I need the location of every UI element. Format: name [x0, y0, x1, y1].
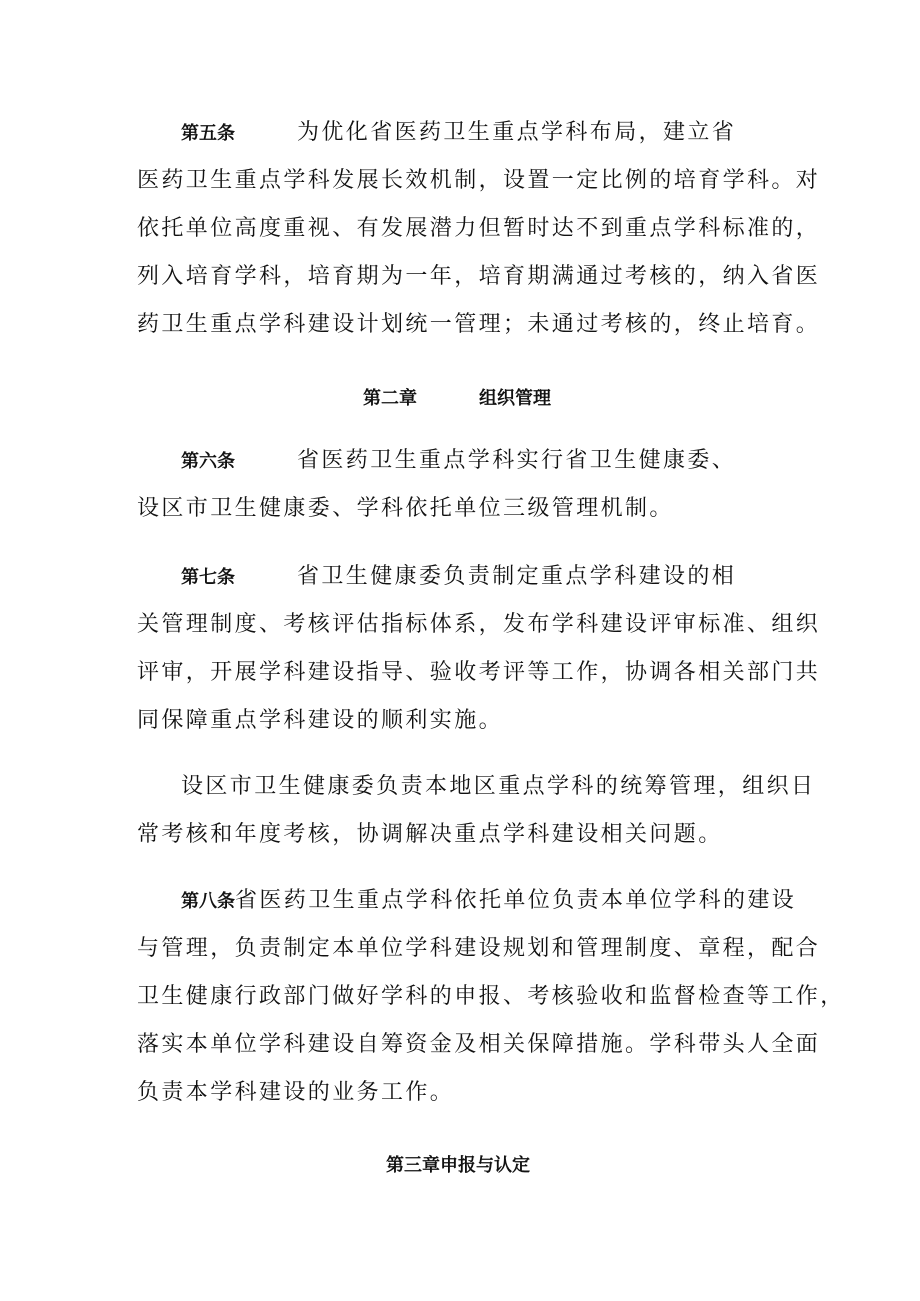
article-5-line-4: 列入培育学科，培育期为一年，培育期满通过考核的，纳入省医 — [137, 264, 821, 289]
article-6-line-2: 设区市卫生健康委、学科依托单位三级管理机制。 — [137, 496, 674, 521]
article-8-text-1: 省医药卫生重点学科依托单位负责本单位学科的建设 — [235, 888, 797, 913]
article-7-line-4: 同保障重点学科建设的顺利实施。 — [137, 708, 504, 733]
article-7-line-3: 评审，开展学科建设指导、验收考评等工作，协调各相关部门共 — [137, 660, 821, 685]
article-7-text-1: 省卫生健康委负责制定重点学科建设的相 — [297, 564, 737, 589]
article-5-line-5: 药卫生重点学科建设计划统一管理；未通过考核的，终止培育。 — [137, 312, 821, 337]
city-paragraph-line-1: 设区市卫生健康委负责本地区重点学科的统筹管理，组织日 — [181, 774, 816, 799]
article-7-line-1 — [181, 562, 736, 593]
article-8-label: 第八条 — [181, 891, 235, 912]
article-5-line-2: 医药卫生重点学科发展长效机制，设置一定比例的培育学科。对 — [137, 168, 821, 193]
article-8-line-5: 负责本学科建设的业务工作。 — [137, 1080, 455, 1105]
chapter-2-number: 第二章 — [363, 388, 417, 409]
article-5-line-3: 依托单位高度重视、有发展潜力但暂时达不到重点学科标准的， — [137, 216, 821, 241]
city-paragraph-line-2: 常考核和年度考核，协调解决重点学科建设相关问题。 — [137, 822, 723, 847]
article-8-line-2: 与管理，负责制定本单位学科建设规划和管理制度、章程，配合 — [137, 936, 821, 961]
article-6-text-1: 省医药卫生重点学科实行省卫生健康委、 — [297, 448, 737, 473]
article-5-label: 第五条 — [181, 123, 235, 144]
article-6-line-1 — [181, 446, 736, 477]
article-5-text-1: 为优化省医药卫生重点学科布局，建立省 — [297, 120, 737, 145]
article-5-line-1 — [181, 118, 736, 149]
chapter-2-title: 组织管理 — [479, 388, 551, 409]
chapter-2-heading — [363, 384, 551, 414]
article-7-line-2: 关管理制度、考核评估指标体系，发布学科建设评审标准、组织 — [137, 612, 821, 637]
article-8-line-3: 卫生健康行政部门做好学科的申报、考核验收和监督检查等工作， — [137, 984, 845, 1009]
chapter-3-heading: 第三章申报与认定 — [386, 1155, 530, 1176]
article-6-label: 第六条 — [181, 451, 235, 472]
article-8-line-1 — [181, 886, 796, 917]
article-8-line-4: 落实本单位学科建设自筹资金及相关保障措施。学科带头人全面 — [137, 1032, 821, 1057]
article-7-label: 第七条 — [181, 567, 235, 588]
